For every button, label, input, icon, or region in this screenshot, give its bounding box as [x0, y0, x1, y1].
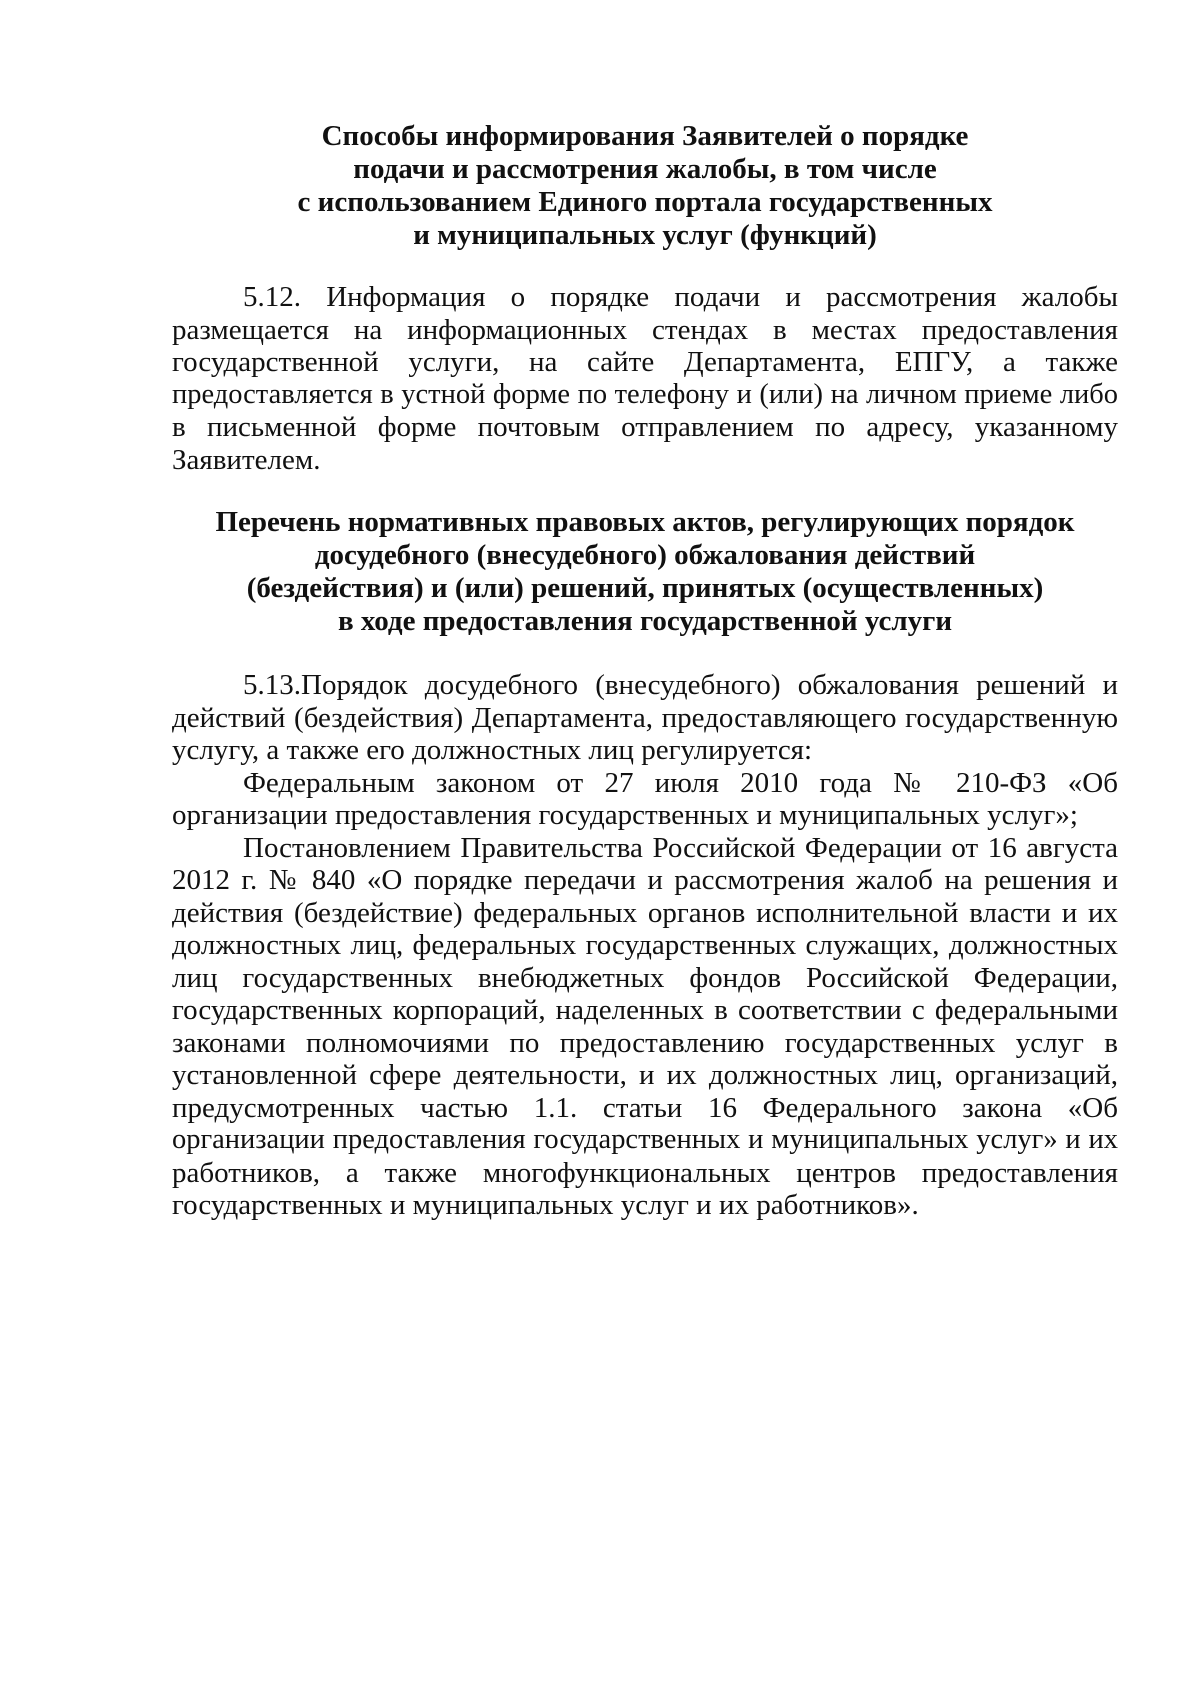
paragraph-line: услугу, а также его должностных лиц регулируется: — [172, 734, 813, 766]
section-heading-legal-acts — [172, 506, 1118, 638]
paragraph-line: 5.13.Порядок досудебного (внесудебного) обжалования решений и — [243, 669, 1118, 701]
paragraph-line: лиц государственных внебюджетных фондов Российской Федерации, — [172, 961, 1118, 994]
paragraph-line: государственных корпораций, наделенных в соответствии с федеральными — [172, 994, 1118, 1026]
paragraph-line: в письменной форме почтовым отправлением по адресу, указанному — [172, 411, 1118, 443]
paragraph-line: организации предоставления государственных и муниципальных услуг»; — [172, 799, 1078, 831]
heading-line: подачи и рассмотрения жалобы, в том числе — [353, 153, 937, 185]
section-heading-complaint-info — [172, 120, 1118, 252]
paragraph-line: работников, а также многофункциональных центров предоставления — [172, 1156, 1118, 1189]
heading-line: и муниципальных услуг (функций) — [413, 219, 877, 251]
paragraph-line: предусмотренных частью 1.1. статьи 16 Федерального закона «Об — [172, 1091, 1118, 1124]
paragraph-line: государственной услуги, на сайте Департамента, ЕПГУ, а также — [172, 346, 1118, 378]
paragraph-line: установленной сфере деятельности, и их должностных лиц, организаций, — [172, 1059, 1118, 1091]
heading-line: Способы информирования Заявителей о порядке — [321, 120, 969, 152]
paragraph-line: размещается на информационных стендах в местах предоставления — [172, 313, 1118, 346]
paragraph-line: Заявителем. — [172, 443, 321, 476]
heading-line: досудебного (внесудебного) обжалования действий — [314, 539, 976, 571]
heading-line: Перечень нормативных правовых актов, регулирующих порядок — [215, 506, 1075, 538]
paragraph-line: Постановлением Правительства Российской Федерации от 16 августа — [243, 831, 1118, 864]
paragraph-5-13 — [172, 669, 1118, 1222]
paragraph-line: действия (бездействие) федеральных органов исполнительной власти и их — [172, 896, 1118, 929]
paragraph-line: 5.12. Информация о порядке подачи и рассмотрения жалобы — [243, 281, 1118, 313]
paragraph-line: организации предоставления государственных и муниципальных услуг» и их — [172, 1124, 1118, 1155]
paragraph-line: государственных и муниципальных услуг и их работников». — [172, 1189, 919, 1221]
paragraph-line: должностных лиц, федеральных государственных служащих, должностных — [172, 929, 1118, 961]
heading-line: в ходе предоставления государственной услуги — [337, 605, 953, 637]
heading-line: с использованием Единого портала государственных — [297, 186, 993, 218]
heading-line: (бездействия) и (или) решений, принятых (осуществленных) — [246, 572, 1044, 604]
paragraph-line: предоставляется в устной форме по телефону и (или) на личном приеме либо — [172, 378, 1118, 410]
paragraph-5-12 — [172, 281, 1118, 476]
paragraph-line: действий (бездействия) Департамента, предоставляющего государственную — [172, 701, 1118, 734]
paragraph-line: Федеральным законом от 27 июля 2010 года № 210-ФЗ «Об — [243, 766, 1118, 799]
paragraph-line: законами полномочиями по предоставлению государственных услуг в — [172, 1026, 1118, 1059]
paragraph-line: 2012 г. № 840 «О порядке передачи и рассмотрения жалоб на решения и — [172, 864, 1118, 896]
